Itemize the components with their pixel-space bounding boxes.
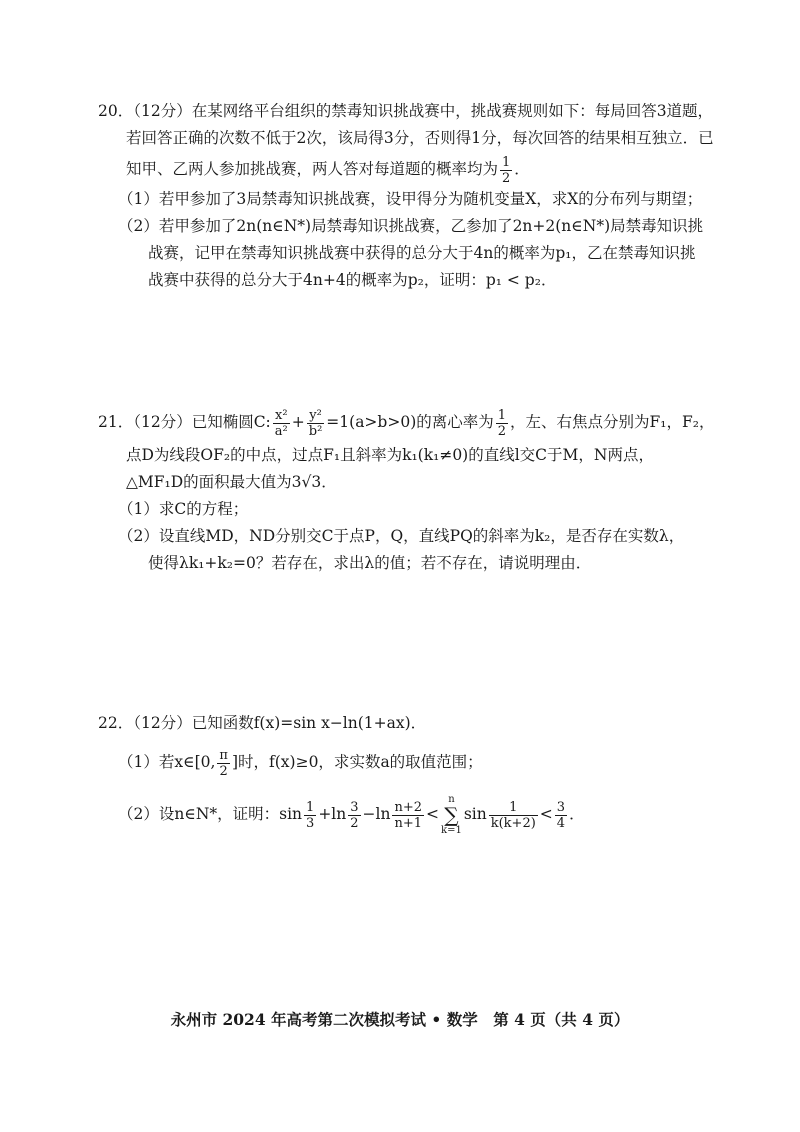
frac-num: π [219, 747, 228, 763]
page-footer: 永州市 2024 年高考第二次模拟考试 • 数学 第 4 页（共 4 页） [170, 1010, 630, 1029]
period: ． [569, 805, 585, 823]
fraction-pi-half [217, 748, 230, 779]
p20-q2-line-2: 战赛，记甲在禁毒知识挑战赛中获得的总分大于4n的概率为p₁，乙在禁毒知识挑 [148, 244, 696, 262]
frac-num: 3 [556, 799, 566, 815]
p21-text-a: 21．（12分）已知椭圆C: [98, 413, 271, 431]
p20-line-3-text: 知甲、乙两人参加挑战赛，两人答对每道题的概率均为 [126, 160, 499, 178]
fraction-y2-b2 [307, 408, 325, 439]
p20-line-3 [100, 152, 700, 186]
p20-line-2: 若回答正确的次数不低于2次，该局得3分，否则得1分，每次回答的结果相互独立．已 [126, 129, 714, 147]
frac-den: a² [274, 423, 288, 439]
frac-num: 3 [350, 799, 359, 815]
fraction-x2-a2 [273, 408, 290, 439]
frac-num: n+2 [394, 799, 423, 815]
p20-q1: （1）若甲参加了3局禁毒知识挑战赛，设甲得分为随机变量X，求X的分布列与期望； [118, 190, 703, 208]
plus-sign: + [291, 413, 305, 431]
frac-num: 1 [306, 799, 315, 815]
frac-den: 2 [350, 815, 359, 831]
minus-ln-text: −ln [362, 805, 391, 823]
summation [441, 794, 462, 836]
p21-line-3: △MF₁D的面积最大值为3√3． [126, 473, 337, 491]
p21-q2-line-2: 使得λk₁+k₂=0？若存在，求出λ的值；若不存在，请说明理由． [148, 554, 592, 572]
p22-q1-text-b: ]时，f(x)≥0，求实数a的取值范围； [231, 753, 483, 771]
frac-den: b² [308, 423, 323, 439]
p20-line-1: 20．（12分）在某网络平台组织的禁毒知识挑战赛中，挑战赛规则如下：每局回答3道题， [98, 102, 714, 120]
fraction-half [496, 408, 508, 439]
sum-symbol: ∑ [444, 803, 459, 827]
sum-lower: k=1 [441, 825, 462, 836]
p20-q2-line-3: 战赛中获得的总分大于4n+4的概率为p₂，证明：p₁ < p₂． [148, 271, 557, 289]
problem-21 [98, 402, 715, 577]
frac-num: 1 [489, 800, 538, 816]
ln-text: +ln [318, 805, 347, 823]
frac-den: n+1 [394, 815, 423, 831]
problem-20 [98, 98, 714, 294]
frac-den: 4 [556, 815, 566, 831]
less-than-2: < [539, 805, 553, 823]
p21-q2: （2）设直线MD，ND分别交C于点P，Q，直线PQ的斜率为k₂，是否存在实数λ， [118, 527, 685, 545]
frac-num: 1 [497, 407, 507, 423]
p20-line-3-end: ． [514, 160, 530, 178]
p21-line-1 [98, 402, 715, 442]
p22-q2-text-a: （2）设n∈N*，证明：sin [118, 805, 303, 823]
p21-q1: （1）求C的方程； [118, 500, 249, 518]
fraction-1-kk2 [489, 800, 538, 831]
frac-num: x² [273, 408, 290, 424]
sum-upper: n [448, 794, 455, 805]
p22-q2 [100, 787, 700, 841]
p22-line-1: 22．（12分）已知函数f(x)=sin x−ln(1+ax)． [98, 714, 427, 732]
fraction-1-3 [304, 800, 316, 831]
fraction-3-2 [348, 800, 360, 831]
p21-text-c: ，左、右焦点分别为F₁，F₂， [510, 413, 715, 431]
fraction-3-4 [555, 800, 567, 831]
frac-den: 3 [306, 815, 315, 831]
less-than: < [426, 805, 440, 823]
frac-num: 1 [502, 154, 511, 170]
frac-den: k(k+2) [490, 815, 536, 831]
frac-den: 2 [219, 763, 228, 779]
fraction-n2-n1 [392, 800, 424, 831]
p20-q2: （2）若甲参加了2n(n∈N*)局禁毒知识挑战赛，乙参加了2n+2(n∈N*)局禁毒知识挑 [118, 217, 704, 235]
fraction-half [500, 155, 512, 186]
p21-line-2: 点D为线段OF₂的中点，过点F₁且斜率为k₁(k₁≠0)的直线l交C于M，N两点， [126, 446, 654, 464]
p21-text-b: =1(a>b>0)的离心率为 [326, 413, 494, 431]
sin-text: sin [463, 805, 487, 823]
problem-22 [100, 710, 700, 841]
p22-q1-text-a: （1）若x∈[0, [118, 753, 216, 771]
p22-q1 [100, 737, 700, 787]
frac-num: y² [307, 408, 325, 424]
frac-den: 2 [497, 423, 507, 439]
frac-den: 2 [502, 170, 511, 186]
